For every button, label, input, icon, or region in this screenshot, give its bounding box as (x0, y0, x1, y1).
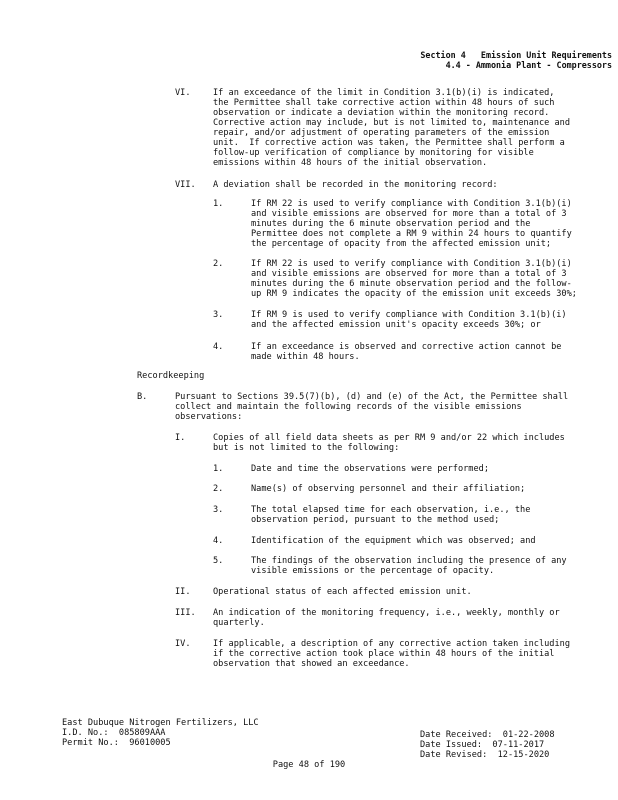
text-line: If an exceedance is observed and corrective action cannot be (251, 342, 562, 352)
text-line: An indication of the monitoring frequency, i.e., weekly, monthly or (213, 608, 560, 618)
text-line: and visible emissions are observed for more than a total of 3 (251, 269, 567, 279)
subitem-number: 2. (213, 484, 224, 494)
item-number: IV. (175, 639, 191, 649)
text-line: Copies of all field data sheets as per RM 9 and/or 22 which includes (213, 433, 565, 443)
item-text (213, 433, 565, 453)
item-number: VII. (175, 180, 196, 190)
subitem-text (251, 199, 572, 249)
subitem-text (251, 310, 567, 330)
item-text (213, 608, 560, 628)
recordkeeping-heading: Recordkeeping (137, 371, 205, 381)
text-line: quarterly. (213, 618, 265, 628)
text-line: and visible emissions are observed for more than a total of 3 (251, 209, 567, 219)
date-revised: Date Revised: 12-15-2020 (420, 750, 550, 760)
item-text (213, 180, 498, 190)
text-line: minutes during the 6 minute observation period and the (251, 219, 531, 229)
text-line: Date and time the observations were performed; (251, 464, 489, 474)
text-line: but is not limited to the following: (213, 443, 400, 453)
subsection-header: 4.4 - Ammonia Plant - Compressors (445, 60, 612, 70)
text-line: observation that showed an exceedance. (213, 659, 410, 669)
item-number: III. (175, 608, 196, 618)
text-line: If RM 9 is used to verify compliance with Condition 3.1(b)(i) (251, 310, 567, 320)
text-line: The total elapsed time for each observation, i.e., the (251, 505, 531, 515)
subitem-text (251, 505, 530, 525)
id-number: I.D. No.: 085809AAA (62, 728, 166, 738)
text-line: if the corrective action took place within 48 hours of the initial (213, 649, 555, 659)
text-line: unit. If corrective action was taken, the Permittee shall perform a (213, 138, 565, 148)
section-header: Section 4 Emission Unit Requirements (420, 50, 612, 60)
subitem-number: 3. (213, 505, 224, 515)
subitem-text (251, 342, 561, 362)
text-line: observation or indicate a deviation within the monitoring record. (213, 108, 550, 118)
company-name: East Dubuque Nitrogen Fertilizers, LLC (62, 718, 259, 728)
subitem-number: 1. (213, 464, 224, 474)
subitem-text (251, 464, 489, 474)
text-line: minutes during the 6 minute observation period and the follow- (251, 279, 572, 289)
text-line: If RM 22 is used to verify compliance with Condition 3.1(b)(i) (251, 259, 572, 269)
section-text (175, 392, 568, 422)
subitem-text (251, 259, 577, 299)
item-text (213, 639, 570, 669)
text-line: Permittee does not complete a RM 9 within 24 hours to quantify (251, 229, 572, 239)
footer-left (62, 718, 259, 748)
text-line: emissions within 48 hours of the initial observation. (213, 158, 488, 168)
item-number: VI. (175, 88, 191, 98)
subitem-number: 3. (213, 310, 224, 320)
text-line: Identification of the equipment which was observed; and (251, 536, 536, 546)
text-line: Corrective action may include, but is not limited to, maintenance and (213, 118, 570, 128)
subitem-number: 2. (213, 259, 224, 269)
text-line: If an exceedance of the limit in Condition 3.1(b)(i) is indicated, (213, 88, 555, 98)
text-line: visible emissions or the percentage of opacity. (251, 566, 495, 576)
subitem-number: 4. (213, 342, 224, 352)
subitem-text (251, 556, 567, 576)
footer-right (420, 730, 555, 760)
text-line: collect and maintain the following records of the visible emissions (175, 402, 522, 412)
text-line: the Permittee shall take corrective action within 48 hours of such (213, 98, 555, 108)
item-text (213, 587, 472, 597)
section-letter: B. (137, 392, 148, 402)
date-issued: Date Issued: 07-11-2017 (420, 740, 545, 750)
text-line: follow-up verification of compliance by monitoring for visible (213, 148, 534, 158)
text-line: observation period, pursuant to the method used; (251, 515, 500, 525)
item-text (213, 88, 570, 168)
text-line: Operational status of each affected emission unit. (213, 587, 472, 597)
text-line: The findings of the observation including the presence of any (251, 556, 567, 566)
text-line: Pursuant to Sections 39.5(7)(b), (d) and (e) of the Act, the Permittee shall (175, 392, 569, 402)
subitem-text (251, 484, 525, 494)
subitem-number: 5. (213, 556, 224, 566)
text-line: the percentage of opacity from the affected emission unit; (251, 239, 552, 249)
text-line: observations: (175, 412, 243, 422)
subitem-number: 1. (213, 199, 224, 209)
item-number: II. (175, 587, 191, 597)
text-line: If RM 22 is used to verify compliance with Condition 3.1(b)(i) (251, 199, 572, 209)
date-received: Date Received: 01-22-2008 (420, 730, 555, 740)
text-line: Name(s) of observing personnel and their affiliation; (251, 484, 526, 494)
permit-number: Permit No.: 96010005 (62, 738, 171, 748)
text-line: A deviation shall be recorded in the monitoring record: (213, 180, 498, 190)
text-line: repair, and/or adjustment of operating parameters of the emission (213, 128, 550, 138)
text-line: and the affected emission unit's opacity exceeds 30%; or (251, 320, 541, 330)
subitem-text (251, 536, 536, 546)
page-number: Page 48 of 190 (272, 760, 346, 770)
subitem-number: 4. (213, 536, 224, 546)
item-number: I. (175, 433, 186, 443)
text-line: If applicable, a description of any corrective action taken including (213, 639, 570, 649)
text-line: made within 48 hours. (251, 352, 360, 362)
text-line: up RM 9 indicates the opacity of the emission unit exceeds 30%; (251, 289, 577, 299)
